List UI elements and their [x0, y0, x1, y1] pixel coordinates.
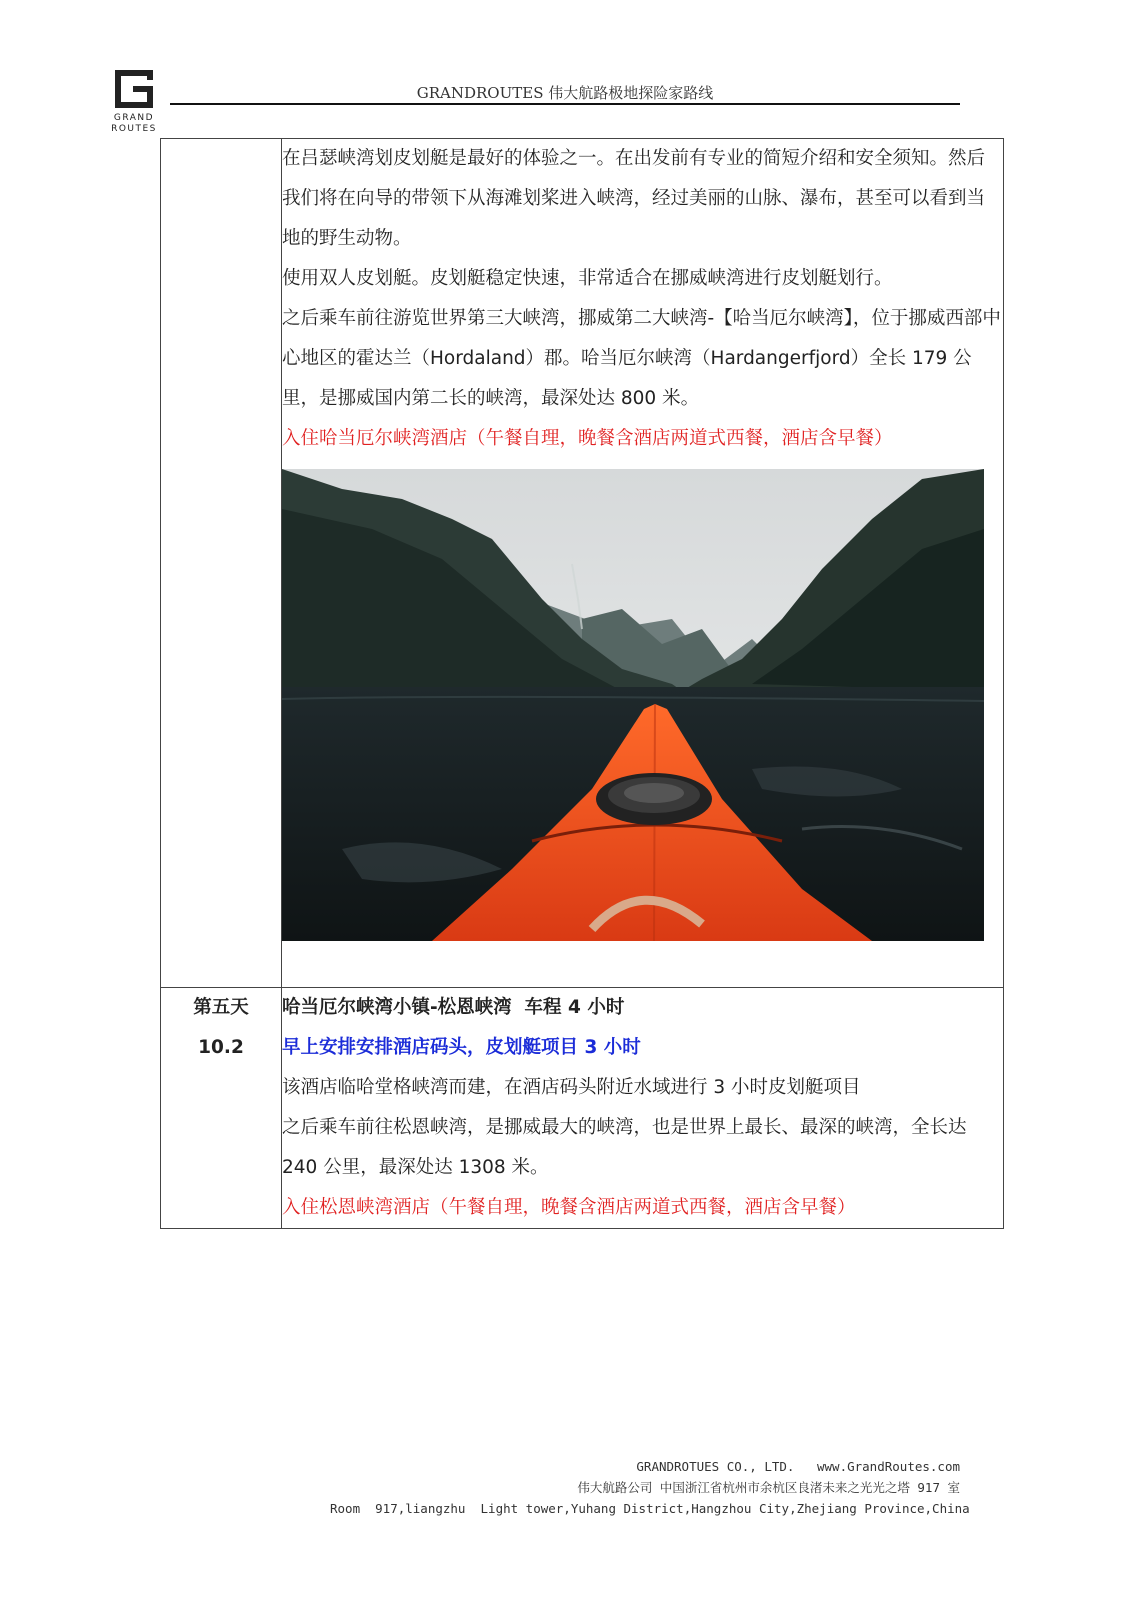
footer-company-line: GRANDROTUES CO., LTD. www.GrandRoutes.com	[636, 1459, 960, 1474]
logo-text-grand: GRAND	[113, 113, 155, 123]
day-cell	[161, 139, 282, 988]
paragraph-sognefjord: 之后乘车前往松恩峡湾，是挪威最大的峡湾，也是世界上最长、最深的峡湾，全长达 240 公里，最深处达 1308 米。	[282, 1117, 967, 1178]
table-row	[161, 139, 1004, 988]
day-label: 第五天	[193, 997, 249, 1018]
itinerary-table	[160, 138, 1004, 1229]
table-row	[161, 988, 1004, 1229]
logo-mark-icon	[111, 66, 157, 112]
day-cell	[161, 988, 282, 1229]
activity-highlight: 早上安排安排酒店码头，皮划艇项目 3 小时	[282, 1037, 641, 1058]
header-title: GRANDROUTES 伟大航路极地探险家路线	[416, 84, 714, 102]
hotel-note: 入住哈当厄尔峡湾酒店（午餐自理，晚餐含酒店两道式西餐，酒店含早餐）	[282, 428, 893, 449]
footer-address-cn: 伟大航路公司 中国浙江省杭州市余杭区良渚未来之光光之塔 917 室	[577, 1480, 960, 1495]
kayak-fjord-photo	[282, 469, 984, 941]
header-divider	[170, 103, 960, 105]
footer-address-en: Room 917,liangzhu Light tower,Yuhang District,Hangzhou City,Zhejiang Province,China	[330, 1501, 970, 1516]
page-footer	[330, 1456, 970, 1519]
content-cell	[282, 139, 1004, 988]
paragraph-kayak-type: 使用双人皮划艇。皮划艇稳定快速，非常适合在挪威峡湾进行皮划艇划行。	[282, 268, 893, 289]
day-date: 10.2	[198, 1037, 244, 1058]
hotel-note: 入住松恩峡湾酒店（午餐自理，晚餐含酒店两道式西餐，酒店含早餐）	[282, 1197, 856, 1218]
logo-text-routes: ROUTES	[111, 124, 157, 134]
paragraph-kayak-intro: 在吕瑟峡湾划皮划艇是最好的体验之一。在出发前有专业的简短介绍和安全须知。然后我们将在向导的带领下从海滩划桨进入峡湾，经过美丽的山脉、瀑布，甚至可以看到当地的野生动物。	[282, 148, 986, 249]
paragraph-hardanger: 之后乘车前往游览世界第三大峡湾，挪威第二大峡湾-【哈当厄尔峡湾】，位于挪威西部中心地区的霍达兰（Hordaland）郡。哈当厄尔峡湾（Hardangerfjord）全长 179 公里，是挪威国内第二长的峡湾，最深处达 800 米。	[282, 308, 1001, 409]
content-cell	[282, 988, 1004, 1229]
company-logo	[111, 66, 157, 134]
paragraph-hotel-dock: 该酒店临哈堂格峡湾而建，在酒店码头附近水域进行 3 小时皮划艇项目	[282, 1077, 861, 1098]
route-title: 哈当厄尔峡湾小镇-松恩峡湾 车程 4 小时	[282, 997, 625, 1018]
